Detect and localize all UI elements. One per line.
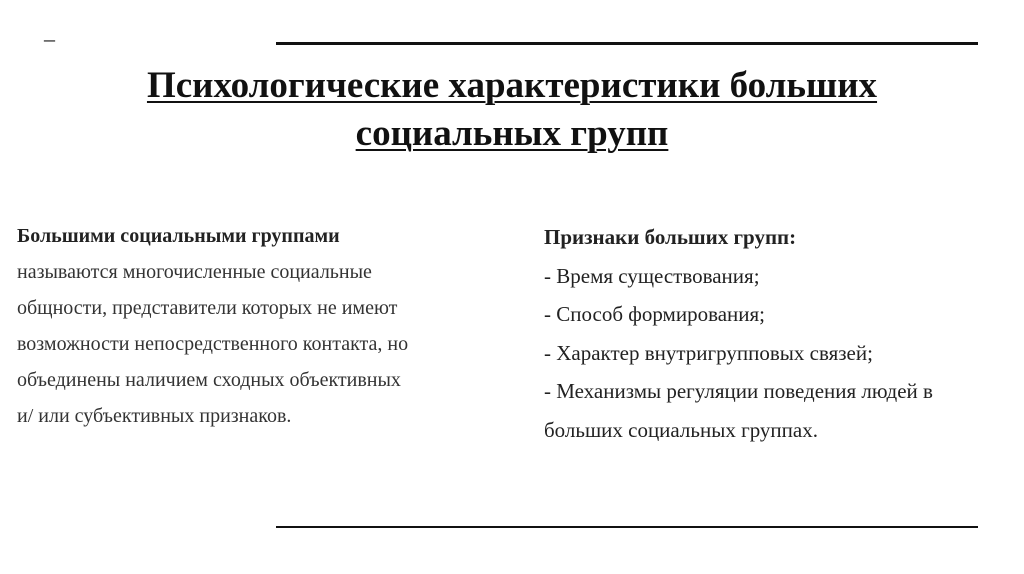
- feature-item: - Время существования;: [544, 263, 760, 288]
- definition-term: Большими социальными группами: [17, 225, 340, 247]
- feature-item: - Характер внутригрупповых связей;: [544, 340, 873, 365]
- bottom-rule: [276, 526, 978, 528]
- definition-text: называются многочисленные социальные общности, представители которых не имеют возможности непосредственного контакта, но объединены наличием сходных объективных и/ или субъективных признаков.: [17, 261, 409, 427]
- features-heading: Признаки больших групп:: [544, 225, 797, 249]
- feature-item: - Способ формирования;: [544, 302, 766, 326]
- feature-item: - Механизмы регуляции поведения людей в больших социальных группах.: [544, 379, 933, 442]
- top-rule: [276, 42, 978, 45]
- definition-block: [17, 218, 417, 434]
- title-line-1: Психологические характеристики больших: [146, 65, 878, 106]
- dash-mark: –: [44, 26, 55, 51]
- slide-title: [40, 62, 984, 158]
- title-line-2: социальных групп: [355, 113, 669, 154]
- features-block: [544, 218, 1004, 449]
